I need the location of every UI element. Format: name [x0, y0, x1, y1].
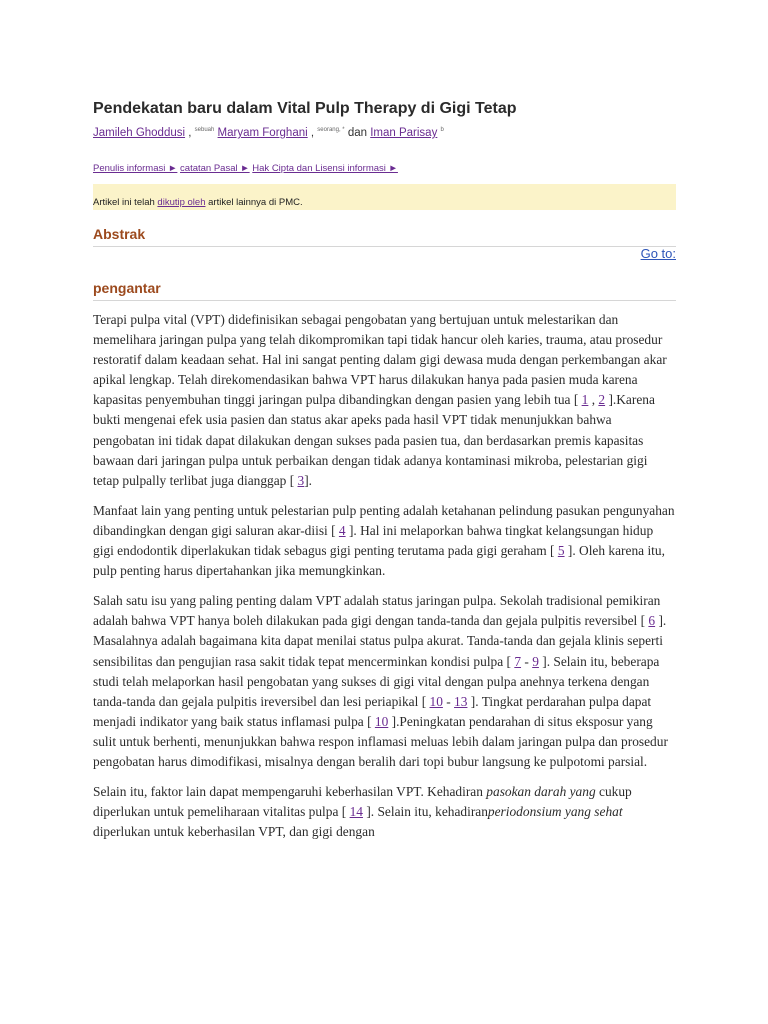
reference-link[interactable]: 10	[429, 693, 443, 709]
author-link[interactable]: Iman Parisay	[370, 127, 438, 139]
italic-term: periodonsium yang sehat	[487, 804, 623, 820]
article-info-link[interactable]: Hak Cipta dan Lisensi informasi ►	[252, 163, 398, 174]
reference-link[interactable]: 13	[454, 693, 468, 709]
article-title: Pendekatan baru dalam Vital Pulp Therapy di Gigi Tetap	[93, 100, 517, 117]
author-list	[93, 127, 444, 139]
abstract-heading: Abstrak	[93, 226, 676, 247]
reference-link[interactable]: 14	[349, 804, 363, 820]
author-link[interactable]: Jamileh Ghoddusi	[93, 127, 186, 139]
author-affiliation: seorang, *	[317, 127, 345, 134]
article-info-links	[93, 163, 398, 174]
reference-link[interactable]: 1	[581, 392, 589, 408]
author-affiliation: b	[440, 127, 444, 134]
goto-link[interactable]: Go to:	[640, 246, 676, 261]
body-paragraph: Selain itu, faktor lain dapat mempengaruhi keberhasilan VPT. Kehadiran pasokan darah yang cukup diperlukan untuk pemeliharaan vitalitas pulpa [ 14 ]. Selain itu, kehadiranperiodonsium yang sehat diperlukan untuk keberhasilan VPT, dan gigi dengan	[93, 784, 632, 840]
cited-by-suffix: artikel lainnya di PMC.	[205, 197, 303, 208]
author-and: dan	[347, 127, 371, 139]
intro-heading: pengantar	[93, 280, 676, 301]
reference-link[interactable]: 6	[648, 613, 656, 629]
author-link[interactable]: Maryam Forghani	[217, 127, 308, 139]
reference-link[interactable]: 2	[598, 392, 606, 408]
cited-by-box	[93, 184, 676, 210]
cited-by-prefix: Artikel ini telah	[93, 197, 158, 208]
reference-link[interactable]: 3	[297, 472, 305, 488]
italic-term: pasokan darah yang	[486, 784, 596, 800]
author-separator: ,	[307, 127, 318, 139]
reference-link[interactable]: 10	[374, 713, 389, 729]
author-affiliation: sebuah	[194, 127, 215, 134]
reference-link[interactable]: 7	[514, 653, 522, 669]
reference-link[interactable]: 4	[338, 522, 346, 538]
body-paragraph: Terapi pulpa vital (VPT) didefinisikan sebagai pengobatan yang bertujuan untuk melestarikan dan memelihara jaringan pulpa yang telah dikompromikan tapi tidak hancur oleh karies, trauma, atau prosedur restoratif dalam keadaan sehat. Hal ini sangat penting dalam gigi dewasa muda dengan perkembangan akar apikal lengkap. Telah direkomendasikan bahwa VPT harus dilakukan hanya pada pasien muda karena kapasitas penyembuhan tinggi jaringan pulpa dibandingkan dengan pasien yang lebih tua [ 1 , 2 ].Karena bukti mengenai efek usia pasien dan status akar apeks pada hasil VPT tidak menunjukkan bahwa pengobatan ini tidak dapat dilakukan dengan sukses pada pasien tua, dan berdasarkan premis kapasitas bawaan dari jaringan pulpa untuk perbaikan dengan tidak adanya kontaminasi mikroba, pelestarian gigi tetap pulpally terlibat juga dianggap [ 3].	[93, 312, 667, 488]
body-paragraph: Salah satu isu yang paling penting dalam VPT adalah status jaringan pulpa. Sekolah tradisional pemikiran adalah bahwa VPT hanya boleh dilakukan pada gigi dengan tanda-tanda dan gejala pulpitis reversibel [ 6 ]. Masalahnya adalah bagaimana kita dapat menilai status pulpa akurat. Tanda-tanda dan gejala klinis seperti sensibilitas dan pengujian rasa sakit tidak tepat mencerminkan kondisi pulpa [ 7 - 9 ]. Selain itu, beberapa studi telah melaporkan hasil pengobatan yang sukses di gigi vital dengan pulpa anehnya terkena dengan tanda-tanda dan gejala pulpitis ireversibel dan lesi periapikal [ 10 - 13 ]. Tingkat perdarahan pulpa dapat menjadi indikator yang baik status inflamasi pulpa [ 10 ].Peningkatan pendarahan di situs eksposur yang sulit untuk berhenti, menunjukkan bahwa respon inflamasi meluas lebih dalam jaringan pulpa dan prosedur pengobatan harus dimodifikasi, misalnya dengan beralih dari topi bubur langsung ke pulpotomi parsial.	[93, 593, 668, 769]
reference-link[interactable]: 5	[557, 543, 565, 559]
article-info-link[interactable]: Penulis informasi ►	[93, 163, 178, 174]
cited-by-link[interactable]: dikutip oleh	[157, 197, 206, 208]
article-body	[93, 310, 676, 852]
article-info-link[interactable]: catatan Pasal ►	[180, 163, 250, 174]
body-paragraph: Manfaat lain yang penting untuk pelestarian pulp penting adalah ketahanan pelindung pasukan pengunyahan dibandingkan dengan gigi saluran akar-diisi [ 4 ]. Hal ini melaporkan bahwa tingkat kelangsungan hidup gigi endodontik diperlakukan tidak sebagus gigi penting terutama pada gigi geraham [ 5 ]. Oleh karena itu, pulp penting harus dipertahankan jika memungkinkan.	[93, 502, 675, 579]
author-separator: ,	[185, 127, 195, 139]
reference-link[interactable]: 9	[532, 653, 539, 669]
